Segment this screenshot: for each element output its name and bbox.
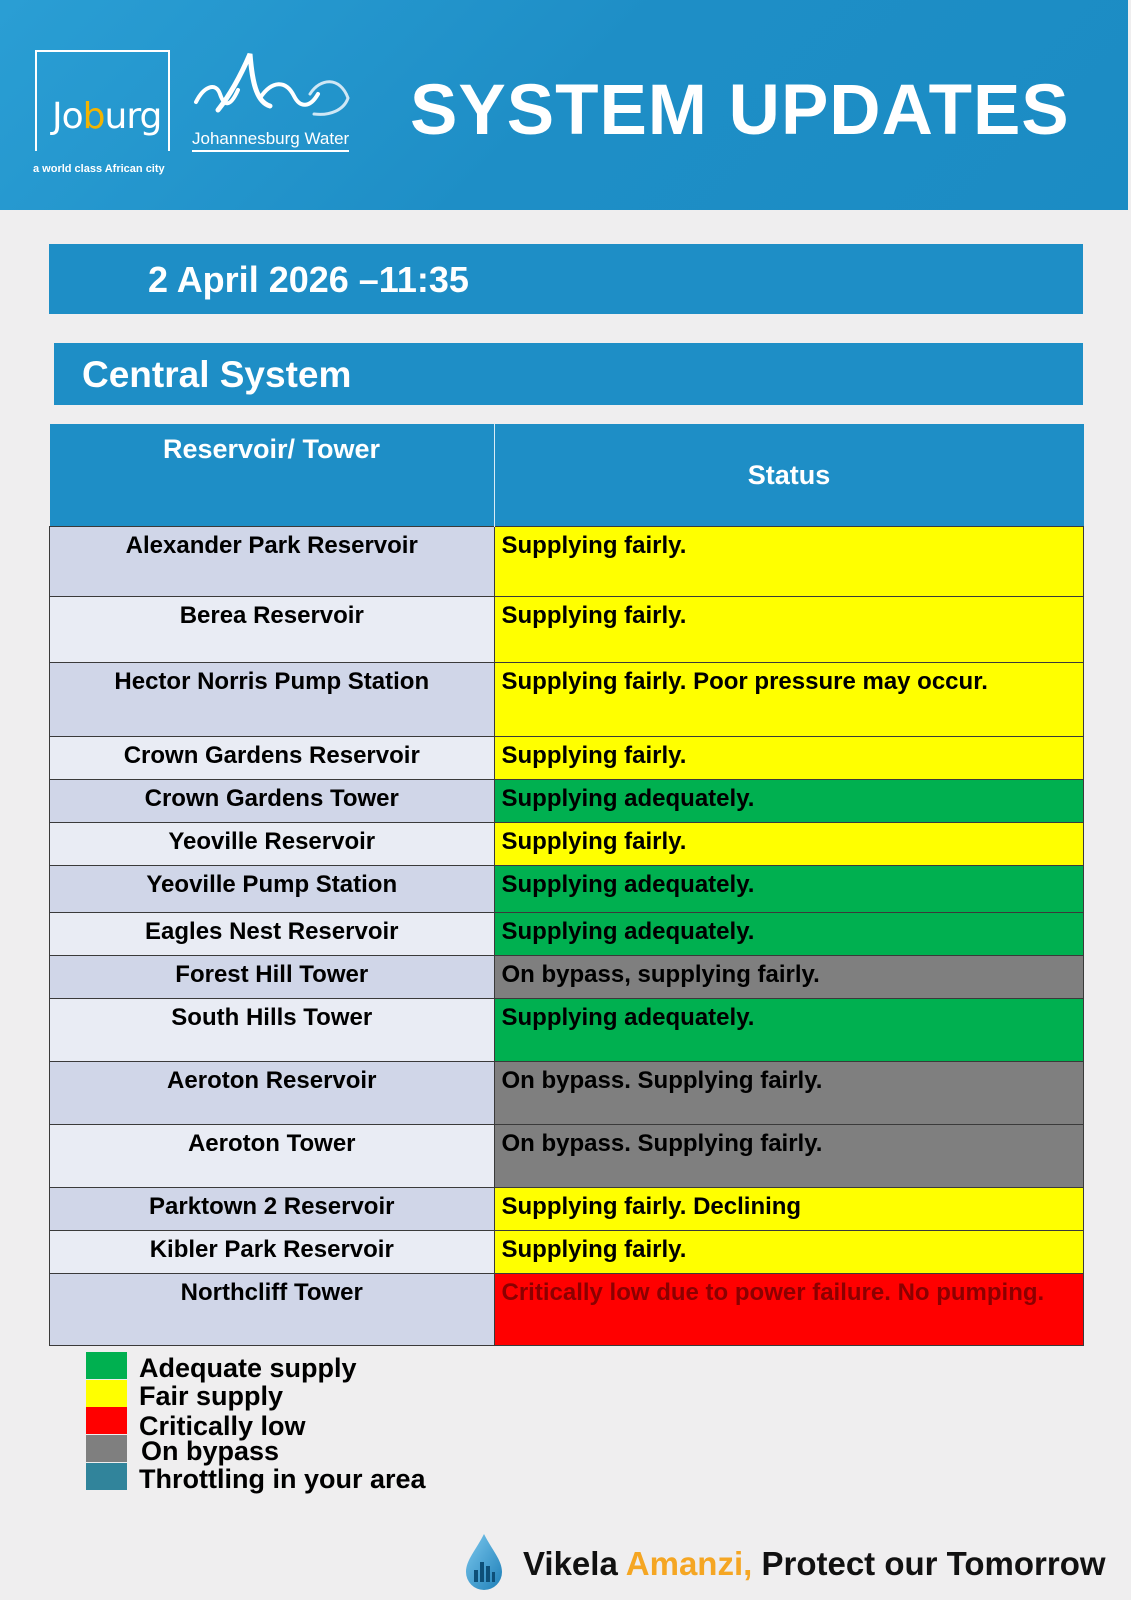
status-cell: Supplying fairly.: [494, 597, 1084, 663]
reservoir-name: Yeoville Reservoir: [50, 823, 495, 866]
reservoir-name: Alexander Park Reservoir: [50, 527, 495, 597]
legend-swatch-teal: [86, 1463, 127, 1490]
footer-word-amanzi: Amanzi,: [625, 1545, 753, 1582]
legend-swatch-red: [86, 1407, 127, 1434]
joburg-tagline: a world class African city: [33, 163, 165, 175]
legend-swatch-yellow: [86, 1380, 127, 1407]
reservoir-name: Crown Gardens Reservoir: [50, 737, 495, 780]
joburg-logo-text-b: urg: [104, 96, 162, 137]
water-wave-icon: [190, 50, 360, 130]
date-banner: 2 April 2026 –11:35: [49, 244, 1083, 314]
reservoir-name: Parktown 2 Reservoir: [50, 1188, 495, 1231]
table-row: [50, 1125, 1084, 1188]
reservoir-name: Berea Reservoir: [50, 597, 495, 663]
table-row: [50, 1188, 1084, 1231]
header-status: Status: [494, 424, 1084, 527]
table-row: [50, 999, 1084, 1062]
reservoir-name: Forest Hill Tower: [50, 956, 495, 999]
reservoir-name: Aeroton Tower: [50, 1125, 495, 1188]
legend-item-throttling: [86, 1464, 466, 1494]
status-cell: Supplying adequately.: [494, 780, 1084, 823]
status-cell: Supplying fairly.: [494, 1231, 1084, 1274]
table-row: [50, 527, 1084, 597]
table-row: [50, 663, 1084, 737]
joburg-logo-text-a: Jo: [52, 96, 83, 137]
table-row: [50, 597, 1084, 663]
header-banner: [0, 0, 1128, 210]
table-row: [50, 823, 1084, 866]
reservoir-name: Aeroton Reservoir: [50, 1062, 495, 1125]
legend-label: Throttling in your area: [139, 1464, 426, 1494]
footer-slogan: [523, 1545, 1106, 1583]
legend-swatch-grey: [86, 1435, 127, 1462]
joburg-logo: [52, 96, 161, 137]
status-cell: Supplying adequately.: [494, 866, 1084, 913]
status-cell: Supplying fairly.: [494, 527, 1084, 597]
table-row: [50, 780, 1084, 823]
status-cell: On bypass. Supplying fairly.: [494, 1062, 1084, 1125]
legend-item-adequate: [86, 1353, 466, 1383]
status-cell: Supplying fairly. Poor pressure may occur.: [494, 663, 1084, 737]
reservoir-name: Yeoville Pump Station: [50, 866, 495, 913]
reservoir-name: Crown Gardens Tower: [50, 780, 495, 823]
legend-item-fair: [86, 1381, 466, 1411]
status-cell: Critically low due to power failure. No pumping.: [494, 1274, 1084, 1346]
table-row: [50, 1274, 1084, 1346]
status-cell: Supplying fairly. Declining: [494, 1188, 1084, 1231]
reservoir-name: Northcliff Tower: [50, 1274, 495, 1346]
legend-swatch-green: [86, 1352, 127, 1379]
header-reservoir: Reservoir/ Tower: [50, 424, 495, 527]
footer-protect-text: Protect our Tomorrow: [752, 1545, 1106, 1582]
table-row: [50, 913, 1084, 956]
system-name-banner: Central System: [54, 343, 1083, 405]
status-cell: Supplying fairly.: [494, 737, 1084, 780]
status-cell: Supplying adequately.: [494, 913, 1084, 956]
reservoir-name: Kibler Park Reservoir: [50, 1231, 495, 1274]
joburg-logo-text-dot: b: [82, 96, 105, 137]
table-row: [50, 1062, 1084, 1125]
reservoir-name: South Hills Tower: [50, 999, 495, 1062]
johannesburg-water-name: Johannesburg Water: [192, 129, 349, 152]
status-cell: Supplying adequately.: [494, 999, 1084, 1062]
reservoir-name: Hector Norris Pump Station: [50, 663, 495, 737]
table-row: [50, 737, 1084, 780]
table-row: [50, 1231, 1084, 1274]
legend-label: On bypass: [141, 1436, 280, 1466]
table-row: [50, 956, 1084, 999]
water-drop-icon: [462, 1532, 506, 1592]
legend-item-bypass: [86, 1436, 466, 1466]
table-header-row: [50, 424, 1084, 527]
reservoir-name: Eagles Nest Reservoir: [50, 913, 495, 956]
status-cell: On bypass, supplying fairly.: [494, 956, 1084, 999]
status-cell: Supplying fairly.: [494, 823, 1084, 866]
status-table: [49, 424, 1084, 1346]
legend-label: Adequate supply: [139, 1353, 357, 1383]
table-row: [50, 866, 1084, 913]
status-cell: On bypass. Supplying fairly.: [494, 1125, 1084, 1188]
legend-label: Fair supply: [139, 1381, 284, 1411]
footer-word-vikela: Vikela: [523, 1545, 626, 1582]
page-title: SYSTEM UPDATES: [410, 71, 1070, 150]
legend-label: Critically low: [139, 1411, 306, 1441]
